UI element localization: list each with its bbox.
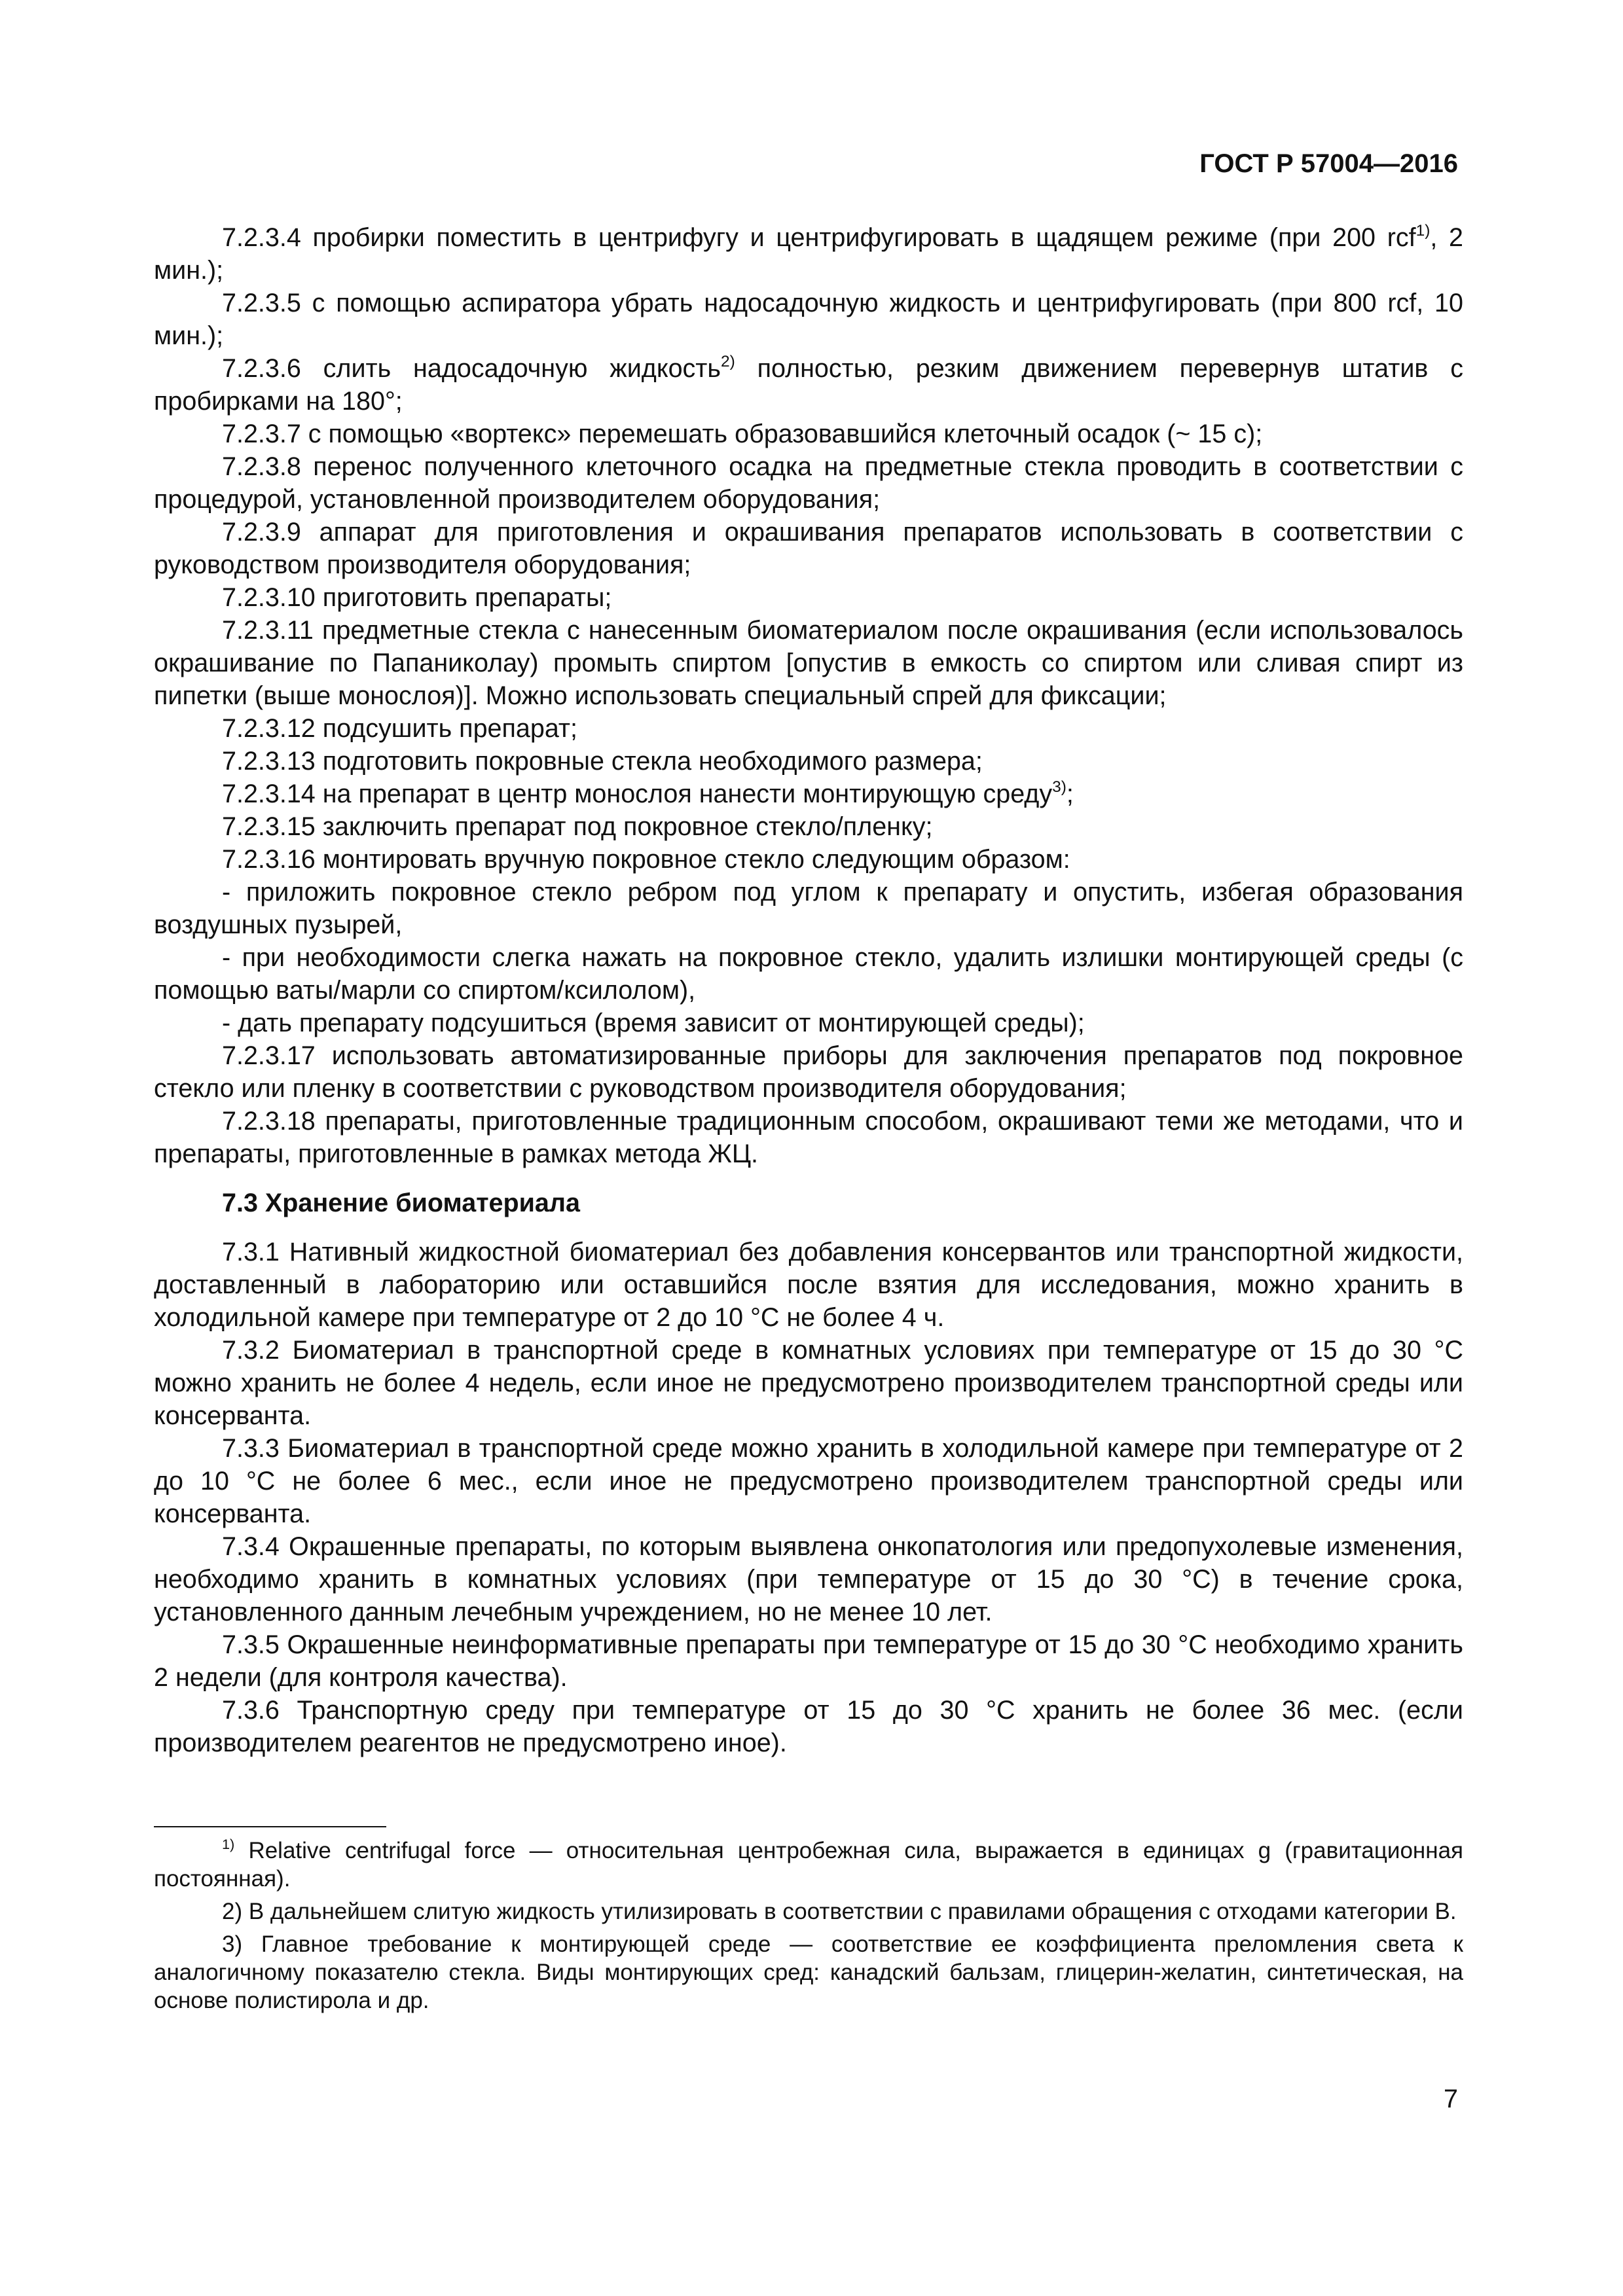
footnotes: [154, 1826, 1463, 2019]
section-heading: 7.3 Хранение биоматериала: [222, 1189, 580, 1217]
paragraph-7-2-3-8: 7.2.3.8 перенос полученного клеточного осадка на предметные стекла проводить в соответствии с процедурой, установленной производителем оборудования;: [154, 452, 1463, 514]
paragraph-7-3-2: 7.3.2 Биоматериал в транспортной среде в комнатных условиях при температуре от 15 до 30 °С можно хранить не более 4 недель, если иное не предусмотрено производителем транспортной среды или консерванта.: [154, 1336, 1463, 1430]
list-item: - при необходимости слегка нажать на покровное стекло, удалить излишки монтирующей среды (с помощью ваты/марли со спиртом/ксилолом),: [154, 943, 1463, 1005]
footnote-ref-2: 2): [720, 353, 735, 371]
paragraph-7-2-3-16: 7.2.3.16 монтировать вручную покровное стекло следующим образом:: [222, 845, 1070, 874]
list-item: - приложить покровное стекло ребром под углом к препарату и опустить, избегая образования воздушных пузырей,: [154, 878, 1463, 939]
paragraph-7-3-6: 7.3.6 Транспортную среду при температуре от 15 до 30 °С хранить не более 36 мес. (если производителем реагентов не предусмотрено иное).: [154, 1696, 1463, 1757]
footnote-mark: 1): [222, 1835, 235, 1852]
paragraph-7-2-3-5: 7.2.3.5 с помощью аспиратора убрать надосадочную жидкость и центрифугировать (при 800 rcf, 10 мин.);: [154, 289, 1463, 350]
footnote-2: 2) В дальнейшем слитую жидкость утилизировать в соответствии с правилами обращения с отходами категории В.: [222, 1899, 1457, 1924]
paragraph-7-2-3-13: 7.2.3.13 подготовить покровные стекла необходимого размера;: [222, 747, 983, 776]
page-number: 7: [1444, 2085, 1458, 2113]
paragraph-7-2-3-15: 7.2.3.15 заключить препарат под покровное стекло/пленку;: [222, 812, 933, 841]
document-code-header: ГОСТ Р 57004—2016: [1199, 149, 1458, 178]
paragraph-7-3-1: 7.3.1 Нативный жидкостной биоматериал без добавления консервантов или транспортной жидкости, доставленный в лабораторию или оставшийся после взятия для исследования, можно хранить в холодильной камере при температуре от 2 до 10 °С не более 4 ч.: [154, 1238, 1463, 1332]
footnote-divider: [154, 1826, 386, 1827]
paragraph-7-3-5: 7.3.5 Окрашенные неинформативные препараты при температуре от 15 до 30 °С необходимо хранить 2 недели (для контроля качества).: [154, 1630, 1463, 1692]
paragraph-7-3-4: 7.3.4 Окрашенные препараты, по которым выявлена онкопатология или предопухолевые изменения, необходимо хранить в комнатных условиях (при температуре от 15 до 30 °С) в течение срока, установленного данным лечебным учреждением, но не менее 10 лет.: [154, 1532, 1463, 1626]
paragraph-7-2-3-14: 7.2.3.14 на препарат в центр монослоя нанести монтирующую среду$^{3)}$;: [222, 778, 1074, 808]
paragraph-7-2-3-12: 7.2.3.12 подсушить препарат;: [222, 714, 577, 743]
paragraph-7-3-3: 7.3.3 Биоматериал в транспортной среде можно хранить в холодильной камере при температуре от 2 до 10 °С не более 6 мес., если иное не предусмотрено производителем транспортной среды или консерванта.: [154, 1434, 1463, 1528]
footnote-1: $^{1)}$ Relative centrifugal force — относительная центробежная сила, выражается в единицах g (гравитационная постоянная).: [154, 1835, 1463, 1892]
footnote-ref-1: 1): [1415, 222, 1431, 240]
list-item: - дать препарату подсушиться (время зависит от монтирующей среды);: [222, 1009, 1085, 1037]
paragraph-7-2-3-9: 7.2.3.9 аппарат для приготовления и окрашивания препаратов использовать в соответствии с руководством производителя оборудования;: [154, 518, 1463, 579]
footnote-3: 3) Главное требование к монтирующей среде — соответствие ее коэффициента преломления света к аналогичному показателю стекла. Виды монтирующих сред: канадский бальзам, глицерин-желатин, синтетическая, на основе полистирола и др.: [154, 1931, 1463, 2013]
footnote-ref-3: 3): [1052, 778, 1067, 797]
paragraph-7-2-3-18: 7.2.3.18 препараты, приготовленные традиционным способом, окрашивают теми же методами, что и препараты, приготовленные в рамках метода ЖЦ.: [154, 1107, 1463, 1168]
paragraph-7-2-3-4: 7.2.3.4 пробирки поместить в центрифугу и центрифугировать в щадящем режиме (при 200 rcf$^{1)}$, 2 мин.);: [154, 222, 1463, 285]
paragraph-7-2-3-11: 7.2.3.11 предметные стекла с нанесенным биоматериалом после окрашивания (если использовалось окрашивание по Папаниколау) промыть спиртом [опустив в емкость со спиртом или сливая спирт из пипетки (выше монослоя)]. Можно использовать специальный спрей для фиксации;: [154, 616, 1463, 710]
document-body: [154, 221, 1463, 1759]
paragraph-7-2-3-10: 7.2.3.10 приготовить препараты;: [222, 583, 612, 612]
paragraph-7-2-3-7: 7.2.3.7 с помощью «вортекс» перемешать образовавшийся клеточный осадок (~ 15 с);: [222, 420, 1263, 448]
paragraph-7-2-3-6: 7.2.3.6 слить надосадочную жидкость$^{2)}$ полностью, резким движением перевернув штатив с пробирками на 180°;: [154, 353, 1463, 416]
paragraph-7-2-3-17: 7.2.3.17 использовать автоматизированные приборы для заключения препаратов под покровное стекло или пленку в соответствии с руководством производителя оборудования;: [154, 1041, 1463, 1103]
